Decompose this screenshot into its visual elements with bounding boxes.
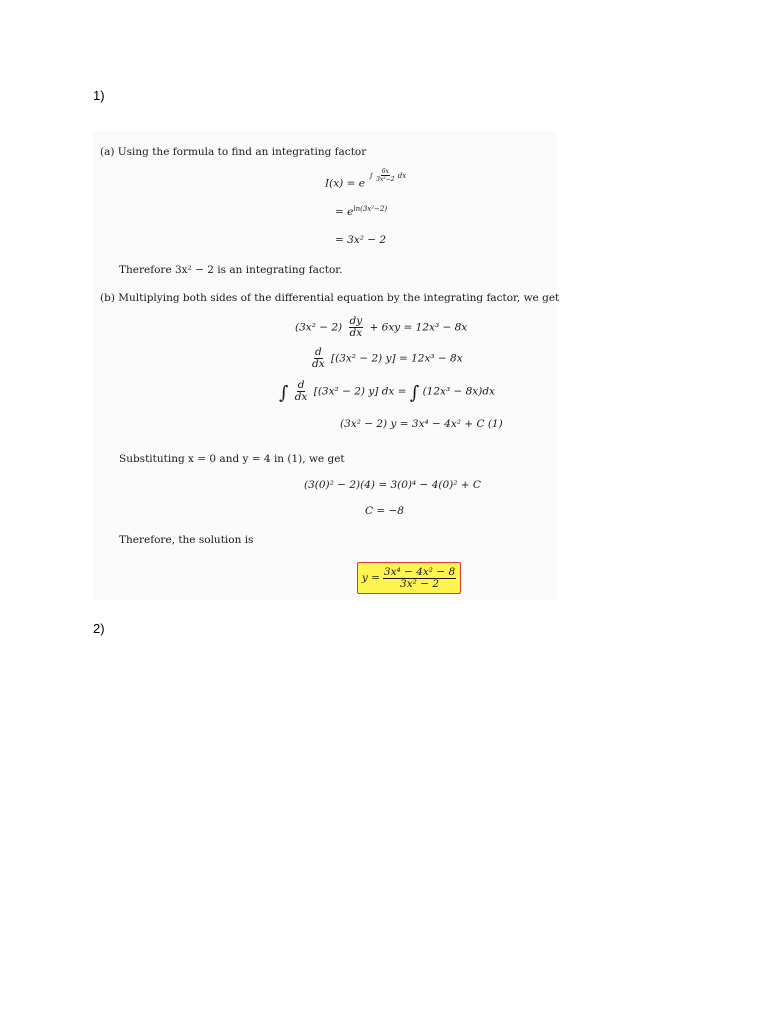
equation-3-middle: [(3x² − 2) y] dx = (313, 385, 407, 398)
final-answer-box (357, 562, 461, 594)
equation-4: (3x² − 2) y = 3x⁴ − 4x² + C (1) (340, 418, 503, 430)
equation-3-integral-right: ∫ (409, 382, 420, 404)
integrating-factor-step-3: = 3x² − 2 (335, 234, 387, 246)
equation-1-dx: dx (349, 327, 363, 339)
integrating-factor-conclusion: Therefore 3x² − 2 is an integrating factor. (119, 264, 343, 276)
question-number-1: 1) (93, 88, 105, 103)
equation-5: (3(0)² − 2)(4) = 3(0)⁴ − 4(0)² + C (304, 479, 481, 491)
exponent-integral-sign: ∫ (369, 171, 373, 180)
integrating-factor-formula (325, 168, 407, 192)
equation-1-left: (3x² − 2) (295, 321, 343, 334)
answer-lhs: y = (361, 572, 380, 584)
integrating-factor-lhs: I(x) = e (325, 177, 365, 190)
solution-intro: Therefore, the solution is (119, 534, 254, 546)
equation-2 (312, 347, 463, 370)
equation-3-dx: dx (294, 391, 308, 403)
part-b-heading: (b) Multiplying both sides of the differential equation by the integrating factor, we get (100, 292, 560, 304)
equation-2-right: [(3x² − 2) y] = 12x³ − 8x (331, 352, 463, 365)
question-number-2: 2) (93, 621, 105, 636)
equation-3-integral-left: ∫ (279, 382, 289, 404)
equation-6: C = −8 (365, 505, 404, 517)
exponent-dx: dx (397, 171, 407, 180)
equation-3 (279, 380, 495, 404)
part-a-heading: (a) Using the formula to find an integrating factor (100, 146, 367, 158)
answer-numerator: 3x⁴ − 4x² − 8 (383, 565, 456, 578)
equation-3-right: (12x³ − 8x)dx (422, 385, 495, 398)
equation-2-d: d (314, 346, 322, 358)
substitution-text: Substituting x = 0 and y = 4 in (1), we get (119, 453, 345, 465)
equation-2-dx: dx (312, 358, 325, 370)
equation-1-dy: dy (349, 315, 363, 327)
exponent-numerator: 6x (381, 168, 389, 175)
equation-1-right: + 6xy = 12x³ − 8x (369, 321, 468, 334)
answer-denominator: 3x² − 2 (400, 577, 440, 590)
equation-1 (295, 316, 467, 339)
integrating-factor-step-2 (335, 205, 387, 218)
exponent-denominator: 3x²−2 (376, 176, 395, 183)
step-2-exponent: ln(3x²−2) (353, 205, 388, 213)
solution-panel (93, 131, 560, 600)
equation-3-d: d (297, 379, 305, 391)
step-2-base: = e (335, 206, 354, 218)
